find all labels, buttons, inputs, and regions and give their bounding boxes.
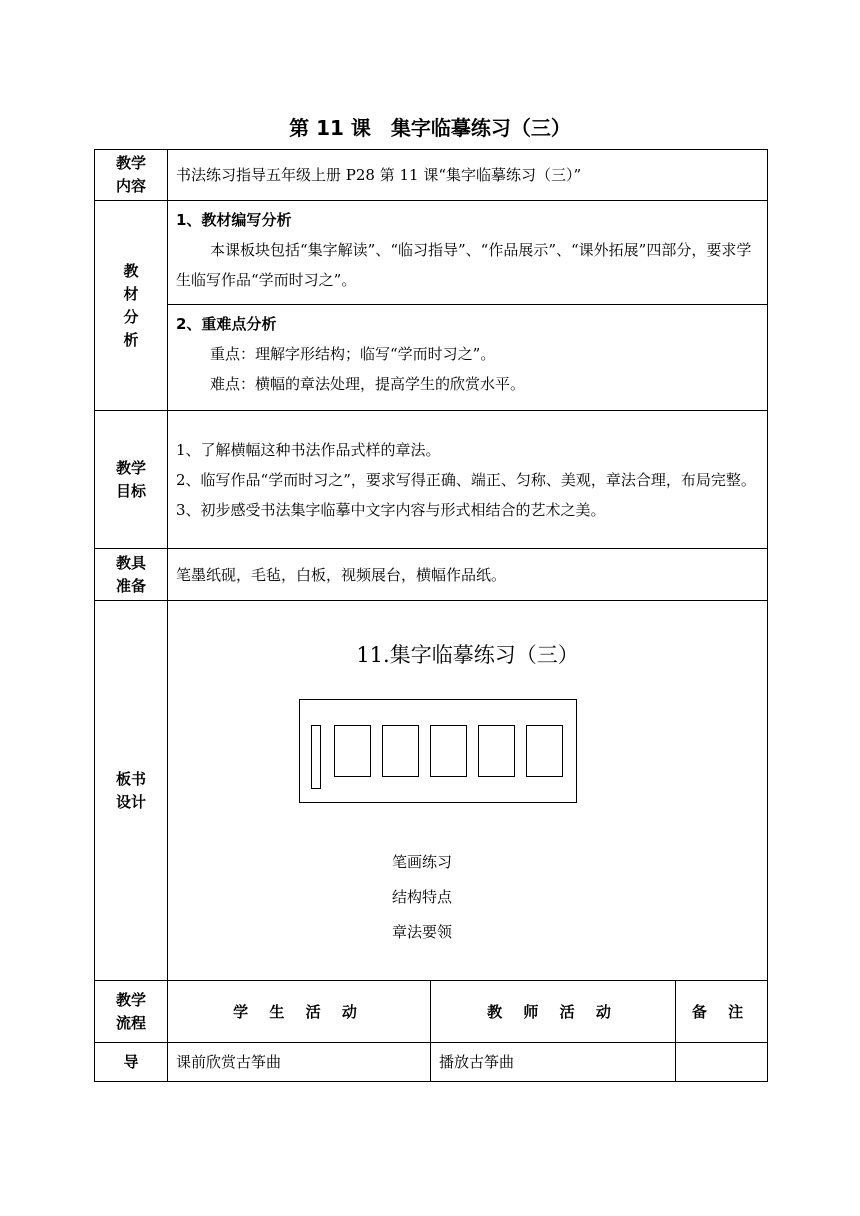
board-design: [168, 601, 768, 981]
goal-item: 1、了解横幅这种书法作品式样的章法。: [176, 440, 441, 459]
goals-list: [168, 411, 768, 549]
analysis-part1-heading: 1、教材编写分析: [176, 211, 292, 229]
page-title: 第 11 课 集字临摹练习（三）: [289, 116, 571, 140]
character-box: [430, 725, 467, 777]
seal-column: [311, 725, 321, 789]
row-content: [95, 150, 768, 201]
lesson-plan-table: [94, 149, 768, 1082]
board-point: 章法要领: [392, 923, 453, 941]
board-point: 笔画练习: [392, 853, 453, 871]
label-content: 教学 内容: [95, 150, 168, 201]
row-board: [95, 601, 768, 981]
row-analysis-2: [95, 305, 768, 411]
board-title: 11.集字临摹练习（三）: [356, 643, 579, 667]
analysis-part2-heading: 2、重难点分析: [176, 315, 277, 333]
analysis-part1: [168, 201, 768, 305]
tools-text: 笔墨纸砚，毛毡，白板，视频展台，横幅作品纸。: [168, 549, 768, 601]
teacher-activity: 播放古筝曲: [431, 1043, 676, 1082]
character-box: [478, 725, 515, 777]
goal-item: 2、临写作品“学而时习之”，要求写得正确、端正、匀称、美观，章法合理，布局完整。: [176, 470, 756, 489]
row-tools: [95, 549, 768, 601]
content-text: 书法练习指导五年级上册 P28 第 11 课“集字临摹练习（三）”: [168, 150, 768, 201]
character-box: [526, 725, 563, 777]
analysis-part2: [168, 305, 768, 411]
stage-label: 导: [95, 1043, 168, 1082]
key-point: 重点：理解字形结构；临写“学而时习之”。: [210, 345, 496, 363]
label-analysis: 教 材 分 析: [95, 201, 168, 411]
row-flow-header: [95, 981, 768, 1043]
teacher-activity-header: 教 师 活 动: [431, 981, 676, 1043]
label-board: 板书 设计: [95, 601, 168, 981]
label-tools: 教具 准备: [95, 549, 168, 601]
student-activity-header: 学 生 活 动: [168, 981, 431, 1043]
analysis-part1-text: 本课板块包括“集字解读”、“临习指导”、“作品展示”、“课外拓展”四部分，要求学生临写作品“学而时习之”。: [176, 241, 752, 289]
note-header: 备 注: [676, 981, 768, 1043]
difficulty-point: 难点：横幅的章法处理，提高学生的欣赏水平。: [210, 375, 526, 393]
label-flow: 教学 流程: [95, 981, 168, 1043]
note-cell: [676, 1043, 768, 1082]
character-box: [382, 725, 419, 777]
character-box: [334, 725, 371, 777]
label-goals: 教学 目标: [95, 411, 168, 549]
goal-item: 3、初步感受书法集字临摹中文字内容与形式相结合的艺术之美。: [176, 500, 606, 519]
row-analysis-1: [95, 201, 768, 305]
row-flow-1: [95, 1043, 768, 1082]
row-goals: [95, 411, 768, 549]
banner-diagram: [299, 699, 577, 803]
board-point: 结构特点: [392, 888, 453, 906]
student-activity: 课前欣赏古筝曲: [168, 1043, 431, 1082]
